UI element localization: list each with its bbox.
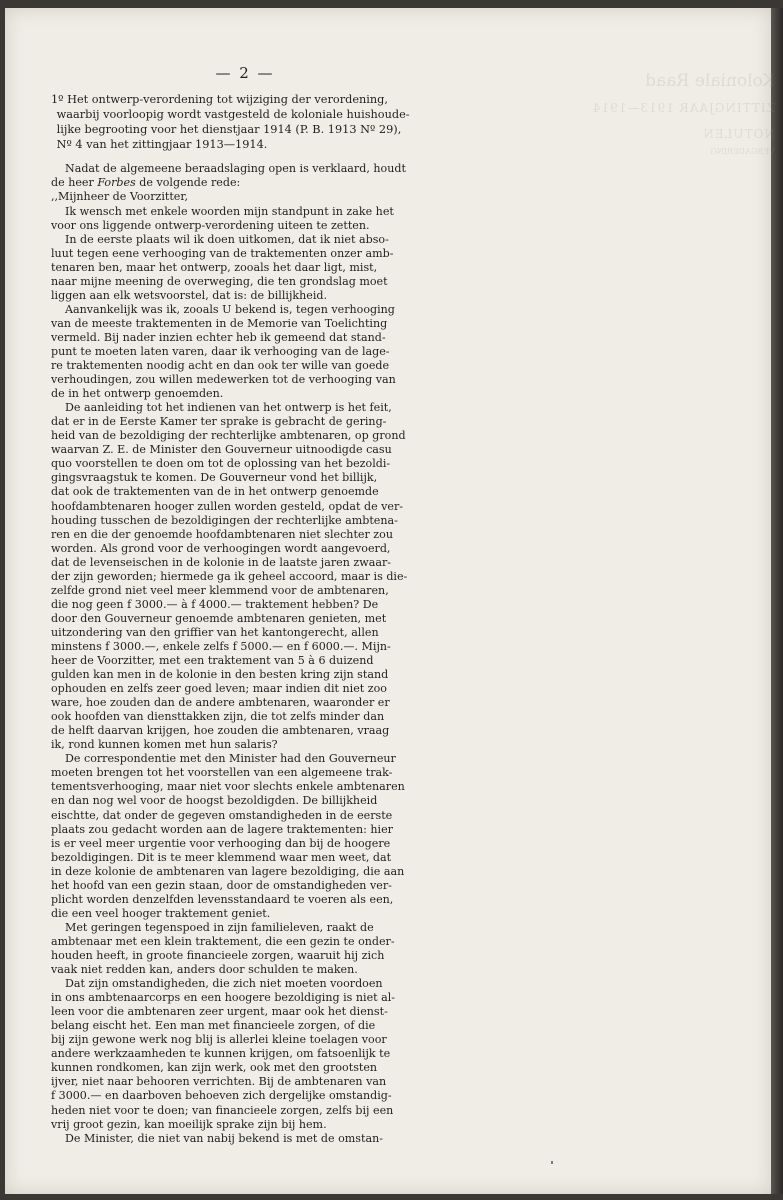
text-line: gulden kan men in de kolonie in den besten kring zijn stand (51, 668, 389, 682)
text-line: de heer Forbes de volgende rede: (51, 176, 241, 190)
text-line: De aanleiding tot het indienen van het ontwerp is het feit, (65, 401, 392, 415)
text-line: in ons ambtenaarcorps en een hoogere bezoldiging is niet al- (51, 991, 396, 1005)
text-line: dat er in de Eerste Kamer ter sprake is gebracht de gering- (51, 415, 387, 429)
text-line: van de meeste traktementen in de Memorie van Toelichting (51, 316, 388, 330)
text-line: die nog geen f 3000.— à f 4000.— traktement hebben? De (51, 597, 379, 611)
text-line: dat de levenseischen in de kolonie in de laatste jaren zwaar- (51, 555, 392, 569)
text-line: die een veel hooger traktement geniet. (51, 906, 271, 920)
heading-line: Nº 4 van het zittingjaar 1913—1914. (56, 138, 268, 152)
text-line: plicht worden denzelfden levensstandaard te voeren als een, (51, 892, 394, 906)
text-line: der zijn geworden; hiermede ga ik geheel accoord, maar is die- (51, 569, 408, 583)
text-line: Met geringen tegenspoed in zijn familieleven, raakt de (65, 920, 374, 934)
text-line: luut tegen eene verhooging van de traktementen onzer amb- (51, 246, 394, 260)
text-line: ren en die der genoemde hoofdambtenaren niet slechter zou (51, 527, 393, 541)
text-line: de helft daarvan krijgen, hoe zouden die ambtenaren, vraag (51, 724, 390, 738)
text-line: ware, hoe zouden dan de andere ambtenaren, waaronder er (51, 696, 390, 710)
bleed-line: ZITTINGJAAR 1913—1914 (591, 101, 775, 115)
speaker-name: Forbes (97, 176, 136, 190)
text-line: In de eerste plaats wil ik doen uitkomen, dat ik niet abso- (65, 232, 389, 246)
text-line: quo voorstellen te doen om tot de oplossing van het bezoldi- (51, 457, 391, 471)
text-line: zelfde grond niet veel meer klemmend voor de ambtenaren, (51, 583, 389, 597)
bleed-line: NOTULEN (702, 127, 775, 141)
text-line: waarvan Z. E. de Minister den Gouverneur uitnoodigde casu (51, 443, 392, 457)
text-column (51, 92, 431, 1146)
bleed-line: Koloniale Raad (645, 71, 775, 91)
text-line: Aanvankelijk was ik, zooals U bekend is, tegen verhooging (65, 302, 395, 316)
page-edge-shadow (771, 8, 783, 1194)
text-line: ophouden en zelfs zeer goed leven; maar indien dit niet zoo (51, 682, 387, 696)
scan-speck (551, 1161, 553, 1164)
text-line: bezoldigingen. Dit is te meer klemmend waar men weet, dat (51, 850, 392, 864)
text-line: ik, rond kunnen komen met hun salaris? (51, 738, 278, 752)
text-line: vrij groot gezin, kan moeilijk sprake zijn bij hem. (51, 1117, 327, 1131)
text-line: vermeld. Bij nader inzien echter heb ik gemeend dat stand- (51, 330, 386, 344)
text-line: Ik wensch met enkele woorden mijn standpunt in zake het (65, 204, 394, 218)
heading-line: lijke begrooting voor het dienstjaar 1914 (P. B. 1913 Nº 29), (56, 123, 402, 137)
text-line: eischtte, dat onder de gegeven omstandigheden in de eerste (51, 808, 393, 822)
text-line: tementsverhooging, maar niet voor slechts enkele ambtenaren (51, 780, 405, 794)
text-line: De Minister, die niet van nabij bekend is met de omstan- (65, 1131, 383, 1145)
text-line: ambtenaar met een klein traktement, die een gezin te onder- (51, 934, 395, 948)
text-line: belang eischt het. Een man met financieele zorgen, of die (51, 1019, 376, 1033)
text-line: door den Gouverneur genoemde ambtenaren genieten, met (51, 611, 387, 625)
page-number: — 2 — (215, 64, 275, 82)
text-line: in deze kolonie de ambtenaren van lagere bezoldiging, die aan (51, 864, 405, 878)
text-line: heid van de bezoldiging der rechterlijke ambtenaren, op grond (51, 429, 406, 443)
text-line: uitzondering van den griffier van het kantongerecht, allen (51, 625, 379, 639)
text-line: f 3000.— en daarboven behoeven zich dergelijke omstandig- (51, 1089, 392, 1103)
text-line: kunnen rondkomen, kan zijn werk, ook met den grootsten (51, 1061, 378, 1075)
text-line: voor ons liggende ontwerp-verordening uiteen te zetten. (51, 218, 370, 232)
bleed-line: VERGADERING (710, 147, 775, 156)
text-line: en dan nog wel voor de hoogst bezoldigden. De billijkheid (51, 794, 378, 808)
text-line: tenaren ben, maar het ontwerp, zooals het daar ligt, mist, (51, 260, 378, 274)
text-line: heden niet voor te doen; van financieele zorgen, zelfs bij een (51, 1103, 394, 1117)
text-line: andere werkzaamheden te kunnen krijgen, om fatsoenlijk te (51, 1047, 391, 1061)
text-line: dat ook de traktementen van de in het ontwerp genoemde (51, 485, 379, 499)
text-line: punt te moeten laten varen, daar ik verhooging van de lage- (51, 344, 390, 358)
text-line: vaak niet redden kan, anders door schulden te maken. (51, 963, 358, 977)
text-line: de in het ontwerp genoemden. (51, 387, 224, 401)
agenda-item-heading (51, 92, 431, 152)
text-line: plaats zou gedacht worden aan de lagere traktementen: hier (51, 822, 393, 836)
heading-line: 1º Het ontwerp-verordening tot wijziging der verordening, (51, 93, 388, 106)
text-line: minstens f 3000.—, enkele zelfs f 5000.— en f 6000.—. Mijn- (51, 639, 391, 653)
text-line: re traktementen noodig acht en dan ook ter wille van goede (51, 359, 390, 373)
text-line: bij zijn gewone werk nog blij is allerlei kleine toelagen voor (51, 1033, 387, 1047)
text-line: Nadat de algemeene beraadslaging open is verklaard, houdt (65, 162, 406, 176)
text-line: houden heeft, in groote financieele zorgen, waaruit hij zich (51, 949, 385, 962)
text-line: is er veel meer urgentie voor verhooging dan bij de hoogere (51, 836, 391, 850)
text-line: gingsvraagstuk te komen. De Gouverneur vond het billijk, (51, 471, 378, 485)
text-line: liggen aan elk wetsvoorstel, dat is: de billijkheid. (51, 288, 327, 302)
text-line: ook hoofden van diensttakken zijn, die tot zelfs minder dan (51, 710, 385, 724)
bleed-through-text (591, 63, 775, 183)
text-line: heer de Voorzitter, met een traktement van 5 à 6 duizend (51, 654, 374, 668)
text-line: houding tusschen de bezoldigingen der rechterlijke ambtena- (51, 513, 398, 527)
text-line: verhoudingen, zou willen medewerken tot de verhooging van (51, 373, 396, 387)
text-line: moeten brengen tot het voorstellen van een algemeene trak- (51, 766, 393, 780)
text-line: Dat zijn omstandigheden, die zich niet moeten voordoen (65, 977, 383, 991)
text-line: ijver, niet naar behooren verrichten. Bij de ambtenaren van (51, 1075, 387, 1089)
text-line: worden. Als grond voor de verhoogingen wordt aangevoerd, (51, 541, 391, 555)
heading-line: waarbij voorloopig wordt vastgesteld de koloniale huishoude- (56, 108, 410, 122)
text-line: het hoofd van een gezin staan, door de omstandigheden ver- (51, 878, 392, 892)
text-line: hoofdambtenaren hooger zullen worden gesteld, opdat de ver- (51, 499, 404, 513)
text-line: De correspondentie met den Minister had den Gouverneur (65, 752, 396, 766)
text-line: leen voor die ambtenaren zeer urgent, maar ook het dienst- (51, 1005, 388, 1019)
text-line: naar mijne meening de overweging, die ten grondslag moet (51, 274, 388, 288)
text-line: ,,Mijnheer de Voorzitter, (51, 190, 188, 204)
speech-body (51, 162, 431, 1145)
